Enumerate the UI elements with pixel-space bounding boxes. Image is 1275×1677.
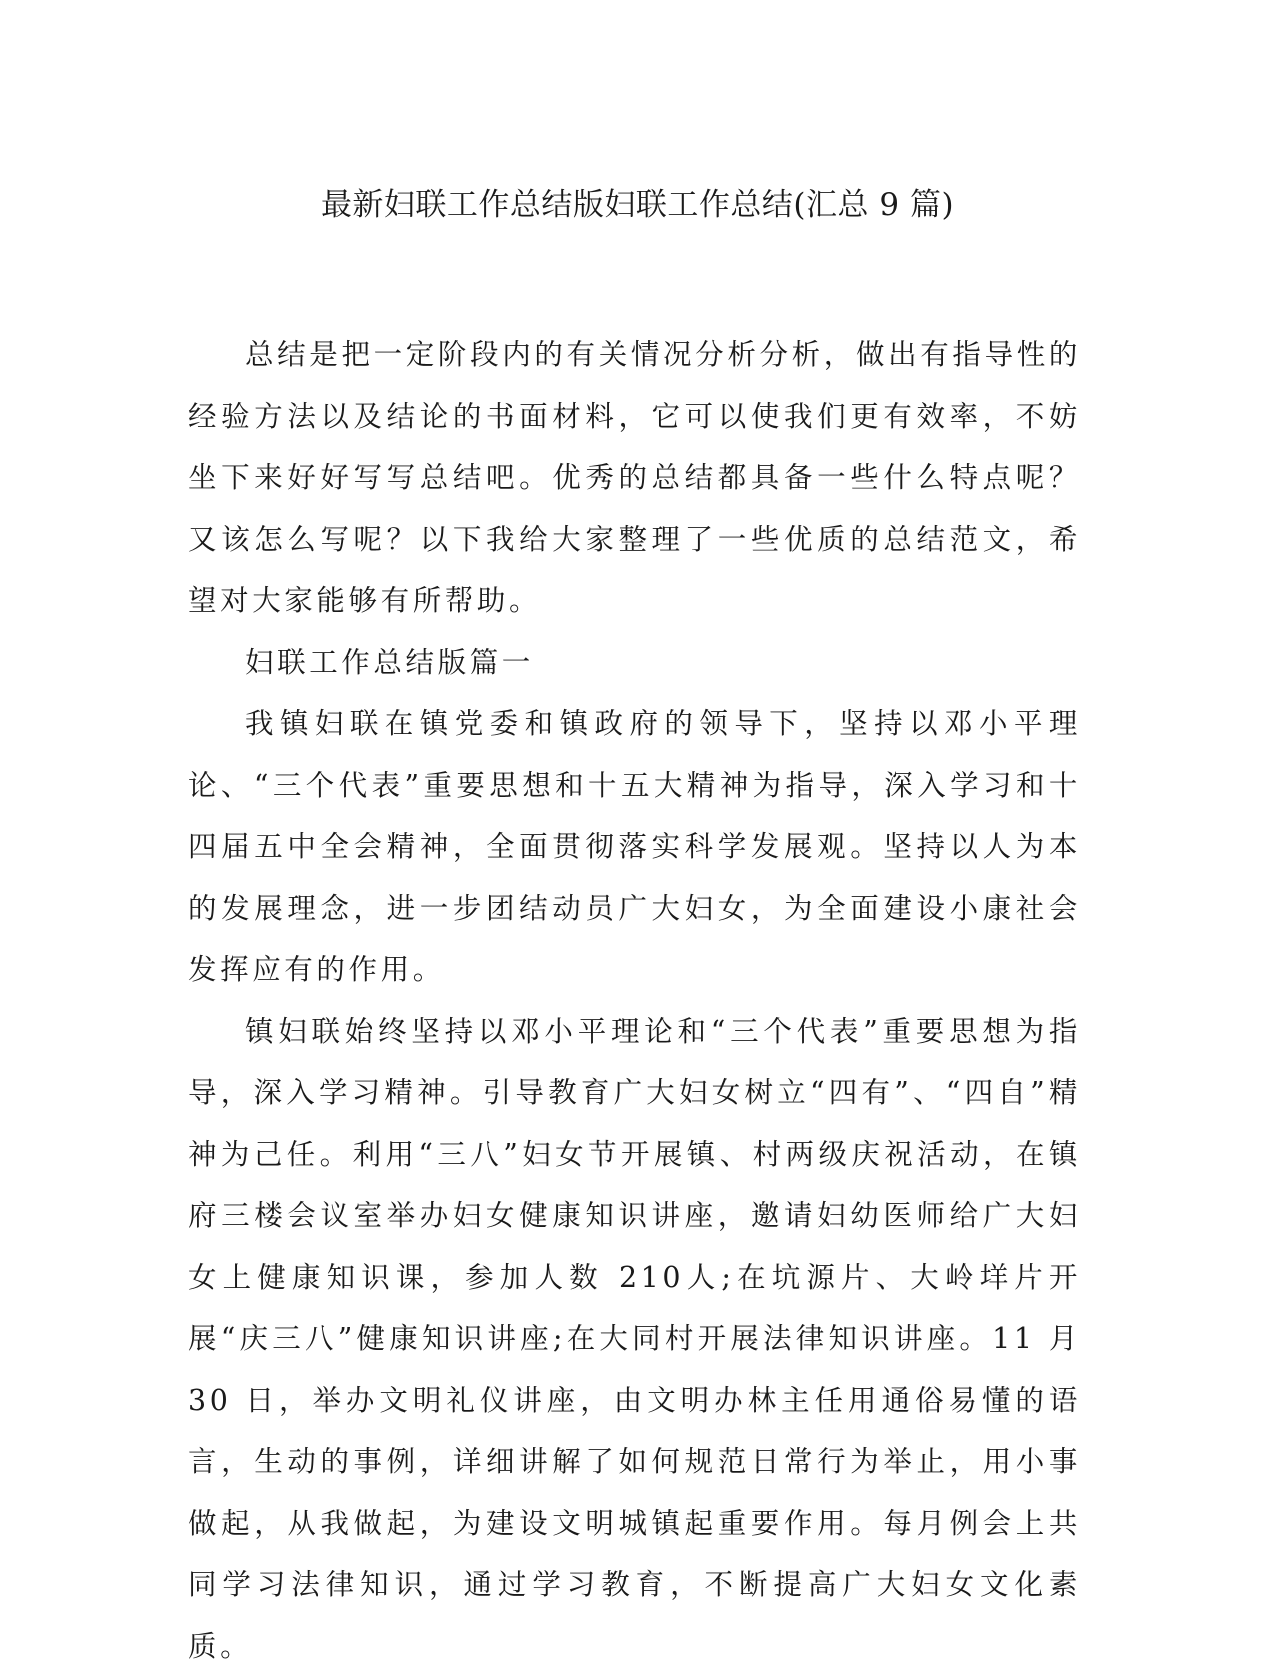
- document-title: 最新妇联工作总结版妇联工作总结(汇总 9 篇): [0, 183, 1275, 227]
- intro-paragraph: 总结是把一定阶段内的有关情况分析分析，做出有指导性的经验方法以及结论的书面材料，它可以使我们更有效率，不妨坐下来好好写写总结吧。优秀的总结都具备一些什么特点呢？又该怎么写呢？以下我给大家整理了一些优质的总结范文，希望对大家能够有所帮助。: [188, 324, 1081, 632]
- body-paragraph: 镇妇联始终坚持以邓小平理论和“三个代表”重要思想为指导，深入学习精神。引导教育广大妇女树立“四有”、“四自”精神为己任。利用“三八”妇女节开展镇、村两级庆祝活动，在镇府三楼会议室举办妇女健康知识讲座，邀请妇幼医师给广大妇女上健康知识课，参加人数 210人;在坑源片、大岭垟片开展“庆三八”健康知识讲座;在大同村开展法律知识讲座。11 月 30 日，举办文明礼仪讲座，由文明办林主任用通俗易懂的语言，生动的事例，详细讲解了如何规范日常行为举止，用小事做起，从我做起，为建设文明城镇起重要作用。每月例会上共同学习法律知识，通过学习教育，不断提高广大妇女文化素质。: [188, 1001, 1081, 1677]
- section-heading: 妇联工作总结版篇一: [188, 632, 1081, 694]
- body-paragraph: 我镇妇联在镇党委和镇政府的领导下，坚持以邓小平理论、“三个代表”重要思想和十五大精神为指导，深入学习和十四届五中全会精神，全面贯彻落实科学发展观。坚持以人为本的发展理念，进一步团结动员广大妇女，为全面建设小康社会发挥应有的作用。: [188, 693, 1081, 1001]
- document-body: [188, 324, 1081, 1677]
